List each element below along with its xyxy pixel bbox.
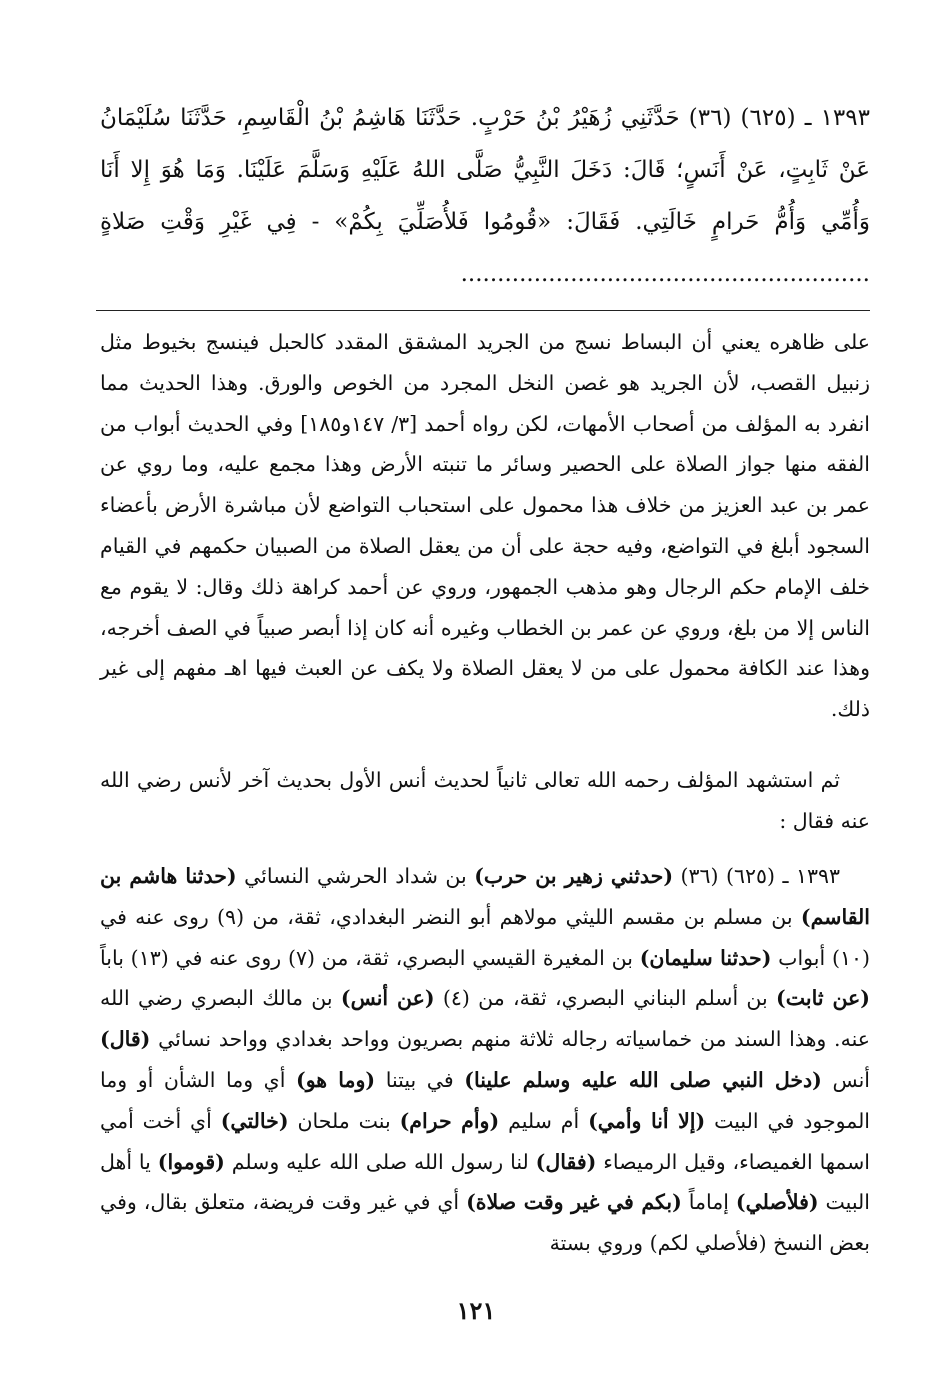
bold-quote: (قوموا) — [157, 1149, 225, 1174]
commentary-text: بن شداد الحرشي النسائي — [236, 864, 475, 888]
bold-quote: (فقال) — [535, 1149, 597, 1174]
bold-quote: (قال) — [100, 1027, 151, 1052]
bold-quote: (حدثني زهير بن حرب) — [474, 864, 674, 888]
commentary-text: أي وما الشأن أو وما الموجود في البيت — [100, 1067, 871, 1133]
hadith-number: ١٣٩٣ ـ (٦٢٥) (٣٦) — [673, 864, 841, 888]
bold-quote: (فلأصلي) — [735, 1190, 819, 1215]
hadith-body: ١٣٩٣ ـ (٦٢٥) (٣٦) حَدَّثَنِي زُهَيْرُ بْنُ حَرْبٍ. حَدَّثَنَا هَاشِمُ بْنُ الْقَاسِمِ، حَدَّثَنَا سُلَيْمَانُ عَنْ ثَابِتٍ، عَنْ أَنَسٍ؛ قَالَ: دَخَلَ النَّبِيُّ صَلَّى اللهُ عَلَيْهِ وَسَلَّمَ عَلَيْنَا. وَمَا هُوَ إِلا أَنَا وَأُمِّي وَأُمُّ حَرامٍ خَالَتِي. فَقَالَ: «قُومُوا فَلأُصَلِّيَ بِكُمْ» - فِي غَيْرِ وَقْتِ صَلاةٍ — [100, 105, 870, 235]
bold-quote: (وما هو) — [296, 1067, 376, 1092]
commentary-paragraph-3 — [100, 856, 870, 1264]
commentary-text: بن مالك البصري رضي الله عنه. وهذا السند من خماسياته رجاله ثلاثة منهم بصريون وواحد بغدادي وواحد نسائي — [100, 986, 870, 1052]
commentary-text: في بيتنا — [375, 1067, 465, 1092]
commentary-text: أم سليم — [499, 1108, 589, 1133]
commentary-text: إماماً — [681, 1190, 736, 1215]
bold-quote: (خالتي) — [220, 1108, 289, 1133]
commentary-text: أي في غير وقت فريضة، متعلق بقال، وفي بعض النسخ (فلأصلي لكم) وروي بستة — [100, 1190, 870, 1256]
commentary-text: أي أخت أمي اسمها الغميصاء، وقيل الرميصاء — [100, 1108, 871, 1174]
footnote-separator — [96, 310, 870, 311]
bold-quote: (بكم في غير وقت صلاة) — [466, 1190, 682, 1215]
bold-quote: (وأم حرام) — [399, 1108, 500, 1133]
bold-quote: (حدثنا هاشم بن القاسم) — [100, 864, 870, 929]
commentary-text: بن مسلم بن مقسم الليثي مولاهم أبو النضر البغدادي، ثقة، من (٩) روى عنه في (١٠) أبواب — [100, 904, 870, 970]
bold-quote: (عن ثابت) — [776, 986, 870, 1011]
hadith-text — [100, 92, 870, 300]
page-number: ١٢١ — [456, 1296, 496, 1325]
commentary-text: بن المغيرة القيسي البصري، ثقة، من (٧) روى عنه في (١٣) باباً — [100, 945, 640, 970]
commentary-text: بنت ملحان — [288, 1108, 400, 1133]
commentary-text: لنا رسول الله صلى الله عليه وسلم — [224, 1149, 536, 1174]
bold-quote: (عن أنس) — [340, 986, 435, 1011]
commentary-paragraph-2: ثم استشهد المؤلف رحمه الله تعالى ثانياً لحديث أنس الأول بحديث آخر لأنس رضي الله عنه فقال : — [100, 768, 870, 833]
bold-quote: (حدثنا سليمان) — [639, 945, 772, 970]
hadith-dots: ........................................................ — [460, 261, 870, 287]
commentary-text: أنس — [821, 1067, 870, 1092]
commentary-paragraph-1: على ظاهره يعني أن البساط نسج من الجريد المشقق المقدد كالحبل فينسج بخيوط مثل زنبيل القصب، لأن الجريد هو غصن النخل المجرد من الخوص والورق. وهذا الحديث مما انفرد به المؤلف من أصحاب الأمهات، لكن رواه أحمد [٣/ ١٤٧و١٨٥] وفي الحديث أبواب من الفقه منها جواز الصلاة على الحصير وسائر ما تنبته الأرض وهذا مجمع عليه، وما روي عن عمر بن عبد العزيز من خلاف هذا محمول على استحباب التواضع لأن مباشرة الأرض بأعضاء السجود أبلغ في التواضع، وفيه حجة على أن من يعقل الصلاة من الصبيان حكمهم في القيام خلف الإمام حكم الرجال وهو مذهب الجمهور، وروي عن أحمد كراهة ذلك وقال: لا يقوم مع الناس إلا من بلغ، وروي عن عمر بن الخطاب وغيره أنه كان إذا أبصر صبياً في الصف أخرجه، وهذا عند الكافة محمول على من لا يعقل الصلاة ولا يكف عن العبث فيها اهـ مفهم إلى غير ذلك. — [100, 330, 870, 722]
bold-quote: (إلا أنا وأمي) — [588, 1108, 706, 1133]
commentary-text: بن أسلم البناني البصري، ثقة، من (٤) — [434, 986, 777, 1011]
commentary-text: يا أهل البيت — [100, 1149, 870, 1215]
bold-quote: (دخل النبي صلى الله عليه وسلم علينا) — [464, 1067, 822, 1092]
